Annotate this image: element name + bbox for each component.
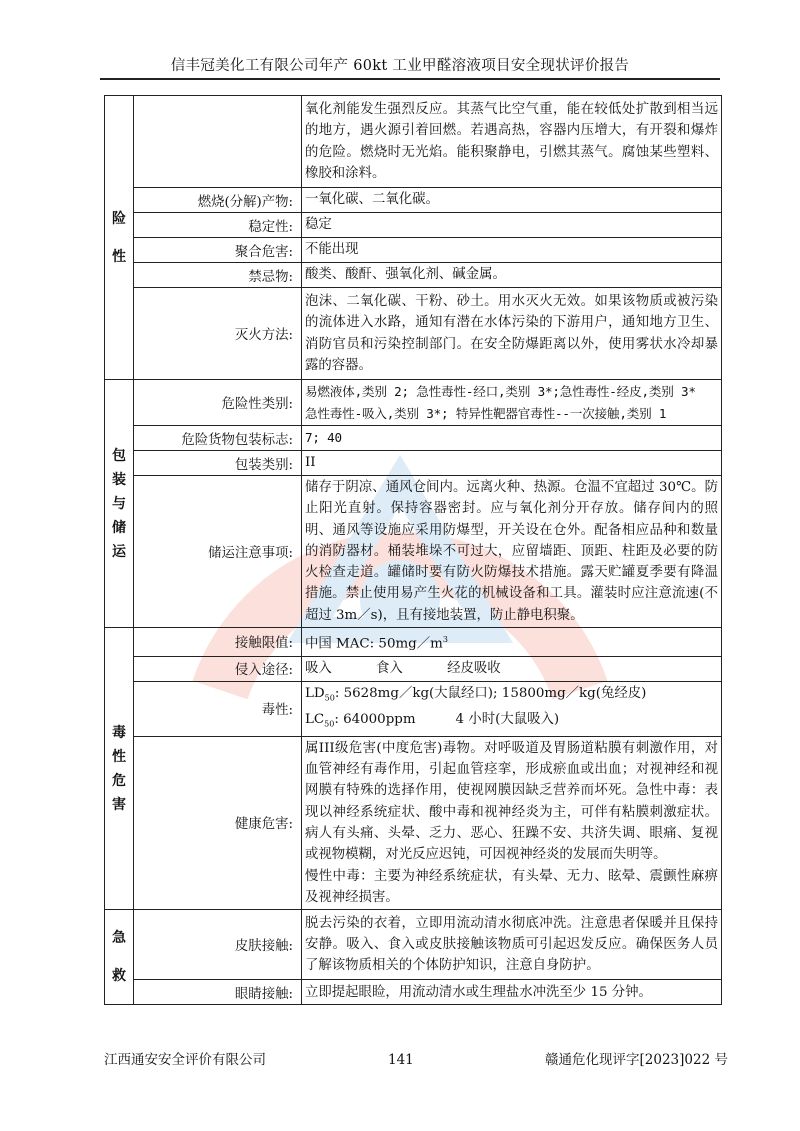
- field-value: II: [302, 451, 722, 476]
- table-row: [105, 238, 722, 263]
- field-value: [302, 628, 722, 657]
- lc-label: LC: [305, 711, 325, 727]
- page-header-title: 信丰冠美化工有限公司年产 60kt 工业甲醛溶液项目安全现状评价报告: [170, 58, 630, 74]
- field-value: [302, 380, 722, 426]
- table-row: [105, 380, 722, 426]
- ld-subscript: 50: [324, 693, 335, 703]
- field-label: 禁忌物:: [134, 263, 302, 288]
- field-value: 酸类、酸酐、强氧化剂、碱金属。: [302, 263, 722, 288]
- table-row: [105, 96, 722, 188]
- category-char: 装: [112, 471, 126, 488]
- field-label: 侵入途径:: [134, 656, 302, 681]
- category-char: 毒: [112, 724, 126, 741]
- route-item: 吸入: [305, 661, 332, 677]
- msds-table: [104, 95, 722, 1005]
- field-value: [302, 681, 722, 736]
- category-char: 包: [112, 447, 126, 464]
- category-char: 与: [112, 495, 126, 512]
- field-label: 稳定性:: [134, 213, 302, 238]
- hazard-class-line: 易燃液体,类别 2; 急性毒性-经口,类别 3*;急性毒性-经皮,类别 3*: [305, 384, 696, 400]
- category-char: 性: [112, 248, 126, 265]
- table-row: [105, 628, 722, 657]
- category-danger: [105, 96, 134, 380]
- table-row: [105, 980, 722, 1005]
- ld-label: LD: [305, 685, 325, 701]
- field-value: 一氧化碳、二氧化碳。: [302, 188, 722, 213]
- header-rule: [100, 78, 720, 80]
- health-hazard-acute: 属III级危害(中度危害)毒物。对呼吸道及胃肠道粘膜有刺激作用，对血管神经有毒作用，引起血管痉挛，形成瘀血或出血；对视神经和视网膜有特殊的选择作用，使视网膜因缺乏营养而坏死。急性中毒：表现以神经系统症状、酸中毒和视神经炎为主，可伴有粘膜刺激症状。病人有头痛、头晕、乏力、恶心、狂躁不安、共济失调、眼痛、复视或视物模糊，对光反应迟钝，可因视神经炎的发展而失明等。: [305, 740, 718, 863]
- field-label: 灭火方法:: [134, 288, 302, 380]
- category-toxicity: [105, 628, 134, 910]
- table-row: [105, 288, 722, 380]
- field-value: 7; 40: [302, 426, 722, 451]
- unit-superscript: 3: [442, 635, 448, 645]
- field-value: 氧化剂能发生强烈反应。其蒸气比空气重，能在较低处扩散到相当远的地方，遇火源引着回燃。若遇高热，容器内压增大，有开裂和爆炸的危险。燃烧时无光焰。能积聚静电，引燃其蒸气。腐蚀某些塑料、橡胶和涂料。: [302, 96, 722, 188]
- lc-duration: 4 小时(大鼠吸入): [455, 711, 560, 727]
- field-value: [302, 656, 722, 681]
- category-char: 急: [112, 930, 126, 947]
- table-row: [105, 188, 722, 213]
- category-char: 性: [112, 748, 126, 765]
- category-packaging: [105, 380, 134, 628]
- field-label: 危险货物包装标志:: [134, 426, 302, 451]
- footer-company: 江西通安安全评价有限公司: [104, 1052, 266, 1068]
- field-value: 储存于阴凉、通风仓间内。远离火种、热源。仓温不宜超过 30℃。防止阳光直射。保持容器密封。应与氧化剂分开存放。储存间内的照明、通风等设施应采用防爆型，开关设在仓外。配备相应品种和数量的消防器材。桶装堆垛不可过大，应留墙距、顶距、柱距及必要的防火检查走道。罐储时要有防火防爆技术措施。露天贮罐夏季要有降温措施。禁止使用易产生火花的机械设备和工具。灌装时应注意流速(不超过 3m／s)，且有接地装置，防止静电积聚。: [302, 476, 722, 628]
- field-label: 眼睛接触:: [134, 980, 302, 1005]
- table-row: [105, 213, 722, 238]
- category-char: 危: [112, 772, 126, 789]
- ld50-line: [305, 683, 718, 709]
- field-value: 脱去污染的衣着，立即用流动清水彻底冲洗。注意患者保暖并且保持安静。吸入、食入或皮肤接触该物质可引起迟发反应。确保医务人员了解该物质相关的个体防护知识，注意自身防护。: [302, 910, 722, 980]
- health-hazard-chronic: 慢性中毒：主要为神经系统症状，有头晕、无力、眩晕、震颤性麻痹及视神经损害。: [305, 868, 718, 905]
- field-label: 危险性类别:: [134, 380, 302, 426]
- field-value: 不能出现: [302, 238, 722, 263]
- field-label: [134, 96, 302, 188]
- lc50-line: [305, 709, 718, 735]
- field-label: 毒性:: [134, 681, 302, 736]
- table-row: [105, 681, 722, 736]
- category-char: 储: [112, 519, 126, 536]
- table-row: [105, 426, 722, 451]
- field-value: 立即提起眼睑，用流动清水或生理盐水冲洗至少 15 分钟。: [302, 980, 722, 1005]
- field-value: 泡沫、二氧化碳、干粉、砂土。用水灭火无效。如果该物质或被污染的流体进入水路，通知有潜在水体污染的下游用户，通知地方卫生、消防官员和污染控制部门。在安全防爆距离以外，使用雾状水冷却暴露的容器。: [302, 288, 722, 380]
- category-char: 害: [112, 796, 126, 813]
- table-row: [105, 910, 722, 980]
- table-row: [105, 736, 722, 909]
- category-char: 运: [112, 543, 126, 560]
- category-char: 险: [112, 210, 126, 227]
- category-char: 救: [112, 968, 126, 985]
- footer-page-number: 141: [388, 1052, 414, 1068]
- table-row: [105, 476, 722, 628]
- ld-text: : 5628mg／kg(大鼠经口); 15800mg／kg(兔经皮): [334, 685, 647, 701]
- field-label: 接触限值:: [134, 628, 302, 657]
- field-value: [302, 736, 722, 909]
- hazard-class-line: 急性毒性-吸入,类别 3*; 特异性靶器官毒性--一次接触,类别 1: [305, 405, 667, 421]
- route-item: 食入: [376, 661, 403, 677]
- table-row: [105, 656, 722, 681]
- field-label: 储运注意事项:: [134, 476, 302, 628]
- field-label: 健康危害:: [134, 736, 302, 909]
- lc-text: : 64000ppm: [334, 711, 416, 727]
- field-label: 包装类别:: [134, 451, 302, 476]
- table-row: [105, 451, 722, 476]
- table-row: [105, 263, 722, 288]
- route-item: 经皮吸收: [447, 661, 501, 677]
- field-label: 燃烧(分解)产物:: [134, 188, 302, 213]
- lc-subscript: 50: [324, 719, 335, 729]
- exposure-limit: 中国 MAC: 50mg／m: [305, 636, 443, 652]
- category-firstaid: [105, 910, 134, 1005]
- field-value: 稳定: [302, 213, 722, 238]
- footer-doc-number: 赣通危化现评字[2023]022 号: [545, 1052, 728, 1068]
- field-label: 皮肤接触:: [134, 910, 302, 980]
- field-label: 聚合危害:: [134, 238, 302, 263]
